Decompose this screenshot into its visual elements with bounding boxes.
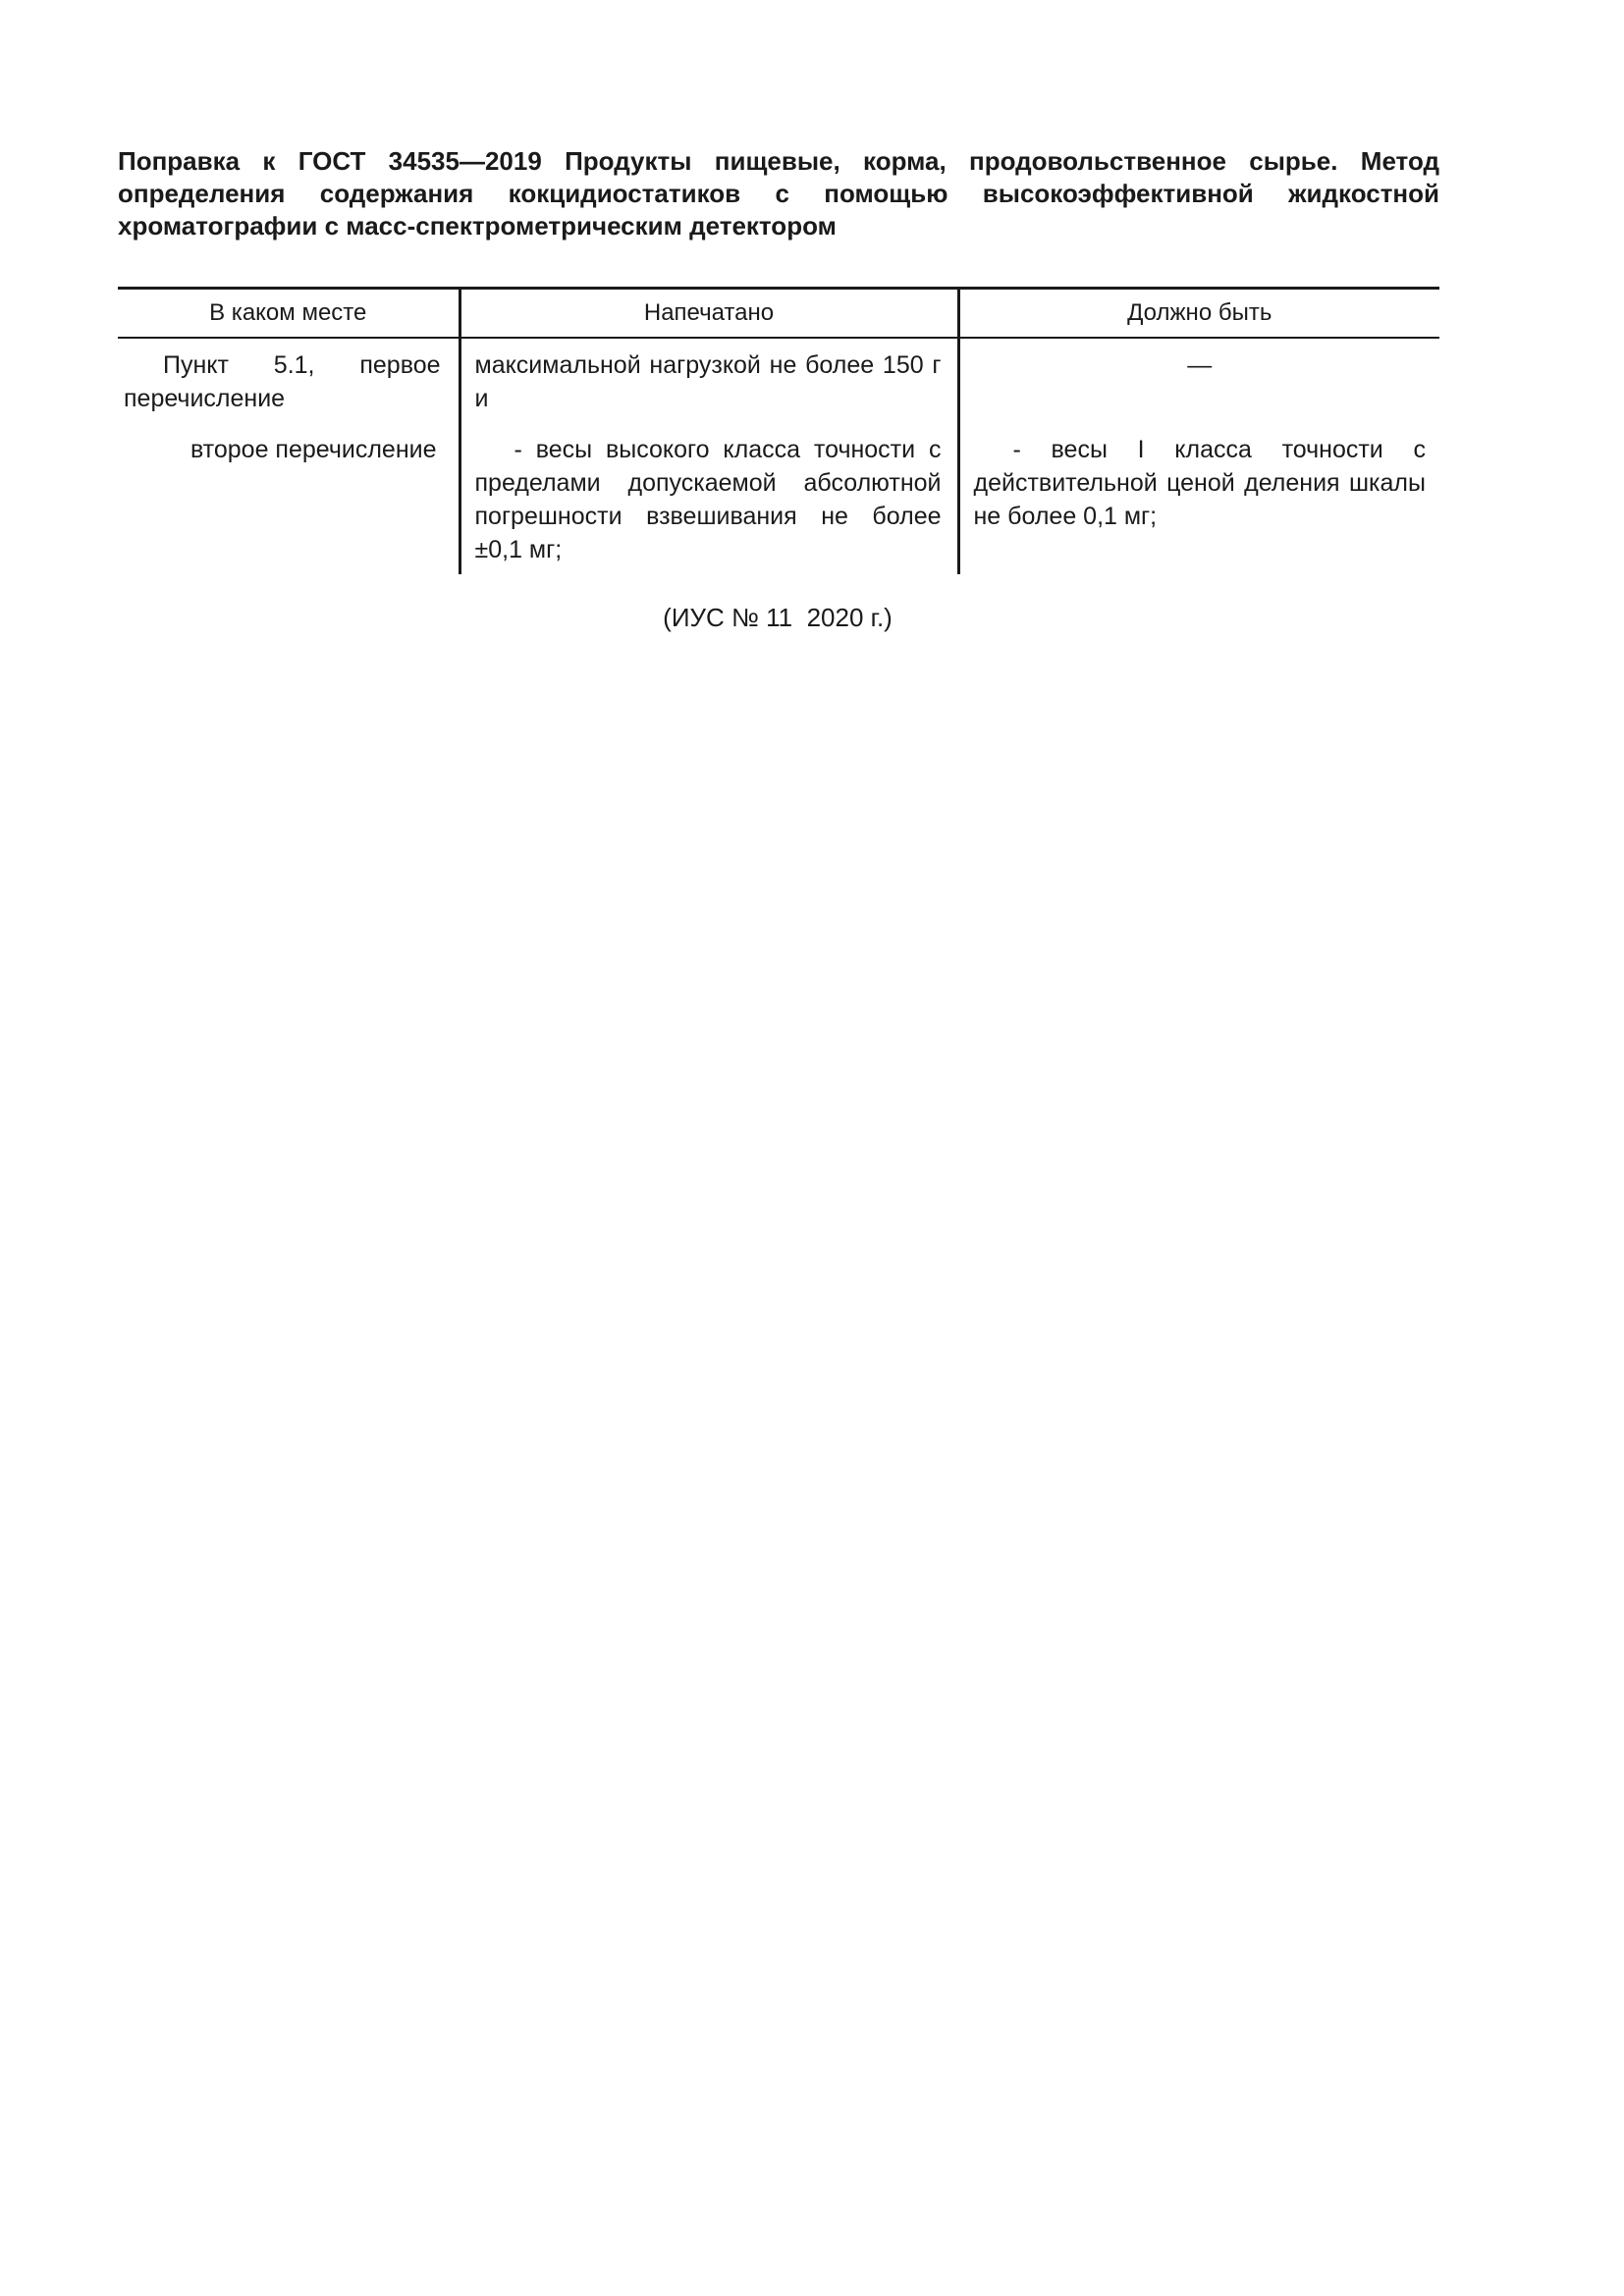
amendment-table xyxy=(118,287,1439,574)
table-header xyxy=(118,289,1439,339)
cell-place: Пункт 5.1, первое перечисление xyxy=(124,351,441,412)
header-place: В каком месте xyxy=(118,289,460,339)
cell-printed: - весы высокого класса точности с пределами допускаемой абсолютной погрешности взвешивания не более ±0,1 мг; xyxy=(460,431,958,574)
publication-reference: (ИУС № 11 2020 г.) xyxy=(663,603,893,632)
table-header-row xyxy=(118,289,1439,339)
cell-place: второе перечисление xyxy=(189,436,437,463)
cell-printed: максимальной нагрузкой не более 150 г и xyxy=(460,338,958,431)
table-row xyxy=(118,338,1439,431)
cell-should-be: — xyxy=(958,338,1439,431)
header-printed: Напечатано xyxy=(460,289,958,339)
table-row xyxy=(118,431,1439,574)
header-should-be: Должно быть xyxy=(958,289,1439,339)
cell-should-be: - весы I класса точности с действительной ценой деления шкалы не более 0,1 мг; xyxy=(958,431,1439,574)
table-body xyxy=(118,338,1439,574)
document-title: Поправка к ГОСТ 34535—2019 Продукты пищевые, корма, продовольственное сырье. Метод определения содержания кокцидиостатиков с помощью высокоэффективной жидкостной хроматографии с масс-спектрометрическим детектором xyxy=(118,146,1439,240)
